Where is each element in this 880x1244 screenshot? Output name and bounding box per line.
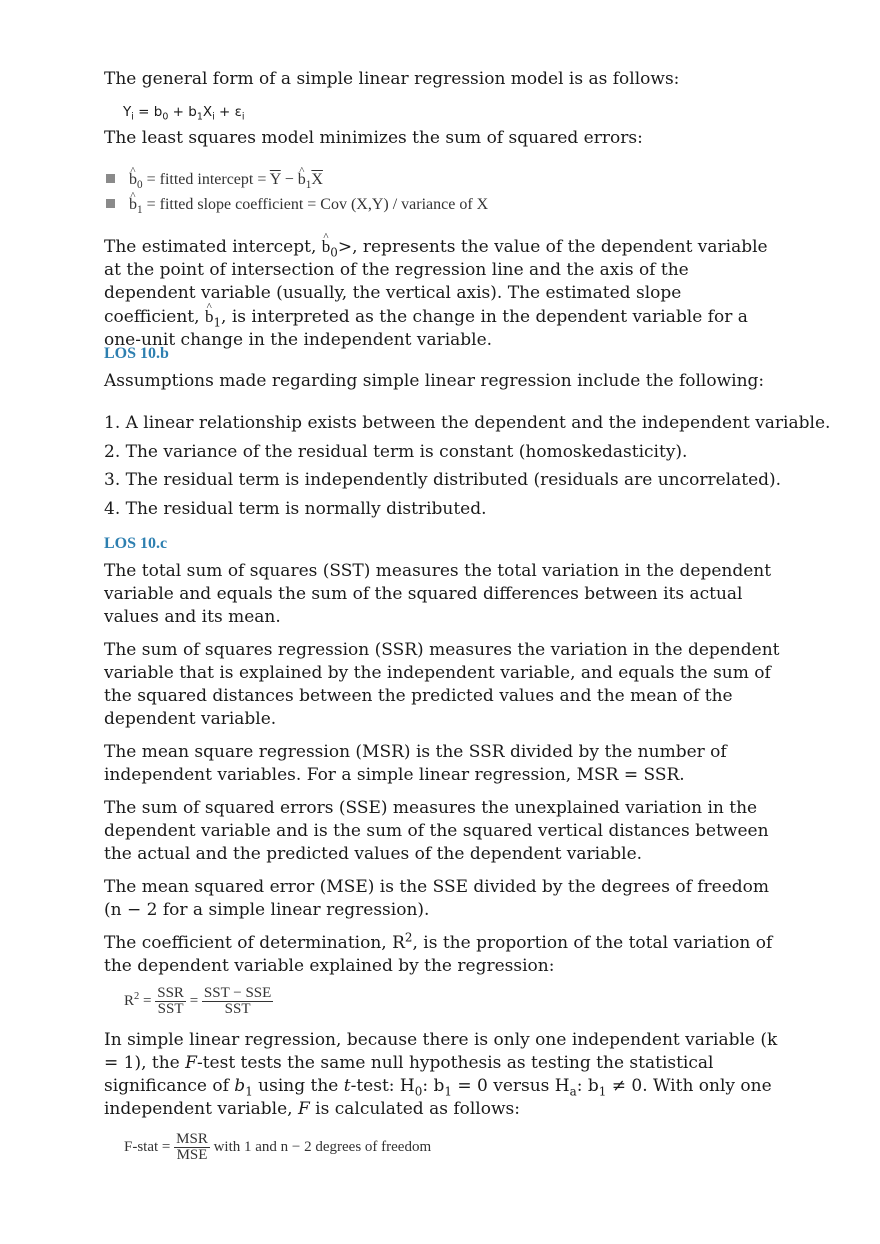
list-item: 3. The residual term is independently distributed (residuals are uncorrelated).: [104, 470, 782, 490]
estimated-paragraph: The estimated intercept, ^ $b_0>$, represents the value of the dependent variable at the point of intersection of the regression line and the axis of the dependent variable (usually, the vertical axis). The estimated slope coefficient, ^ $b_1$, is interpreted as the change in the dependent variable for a one-unit change in the independent variable.: [104, 235, 780, 352]
list-item: 1. A linear relationship exists between the dependent and the independent variable.: [104, 413, 831, 433]
fstat-formula: F-stat = $\frac{\text{MSR}}{\text{MSE}}$ with 1 and n − 2 degrees of freedom: [124, 1131, 432, 1163]
r2-paragraph: The coefficient of determination, $R^2$, is the proportion of the total variation of the dependent variable explained by the regression:: [104, 930, 773, 976]
assumptions-intro: Assumptions made regarding simple linear regression include the following:: [104, 371, 765, 391]
mse-paragraph: The mean squared error (MSE) is the SSE divided by the degrees of freedom (n − 2 for a simple linear regression).: [104, 877, 770, 920]
least-squares-text: The least squares model minimizes the sum of squared errors:: [104, 128, 643, 148]
bullet-b1: ^ $b_1$ = fitted slope coefficient = Cov (X,Y) / variance of X: [106, 195, 488, 215]
intro-text: The general form of a simple linear regression model is as follows:: [104, 69, 680, 89]
square-bullet-icon: [106, 199, 115, 208]
r2-formula: $R^2$ = $\frac{\text{SSR}}{\text{SST}}$ = $\frac{\text{SST − SSE}}{\text{SST}}$: [124, 985, 272, 1017]
ssr-paragraph: The sum of squares regression (SSR) measures the variation in the dependent variable that is explained by the independent variable, and equals the sum of the squared distances between the predicted values and the mean of the dependent variable.: [104, 640, 780, 729]
ftest-paragraph: In simple linear regression, because there is only one independent variable (k = 1), the F-test tests the same null hypothesis as testing the statistical significance of $b_1$ using the t-test: $H_0$: $b_1 = 0$ versus $H_a$: $b_1 \ne 0$. With only one independent variable, F is calculated as follows:: [104, 1030, 778, 1119]
square-bullet-icon: [106, 174, 115, 183]
bullet-b0: ^ $b_0$ = fitted intercept = $\overline{Y}$ − ^ $b_1\overline{X}$: [106, 170, 323, 190]
los-10b-heading: LOS 10.b: [104, 345, 169, 362]
sst-paragraph: The total sum of squares (SST) measures the total variation in the dependent variable and equals the sum of the squared differences between its actual values and its mean.: [104, 561, 772, 627]
assumptions-list: [104, 409, 830, 523]
list-item: 4. The residual term is normally distributed.: [104, 498, 487, 519]
model-equation: $Y_i = b_0 + b_1X_i + \varepsilon_i$: [123, 104, 245, 123]
list-item: 2. The variance of the residual term is constant (homoskedasticity).: [104, 441, 688, 462]
los-10c-heading: LOS 10.c: [104, 535, 168, 552]
msr-paragraph: The mean square regression (MSR) is the SSR divided by the number of independent variables. For a simple linear regression, MSR = SSR.: [104, 742, 727, 785]
sse-paragraph: The sum of squared errors (SSE) measures the unexplained variation in the dependent variable and is the sum of the squared vertical distances between the actual and the predicted values of the dependent variable.: [104, 798, 769, 864]
